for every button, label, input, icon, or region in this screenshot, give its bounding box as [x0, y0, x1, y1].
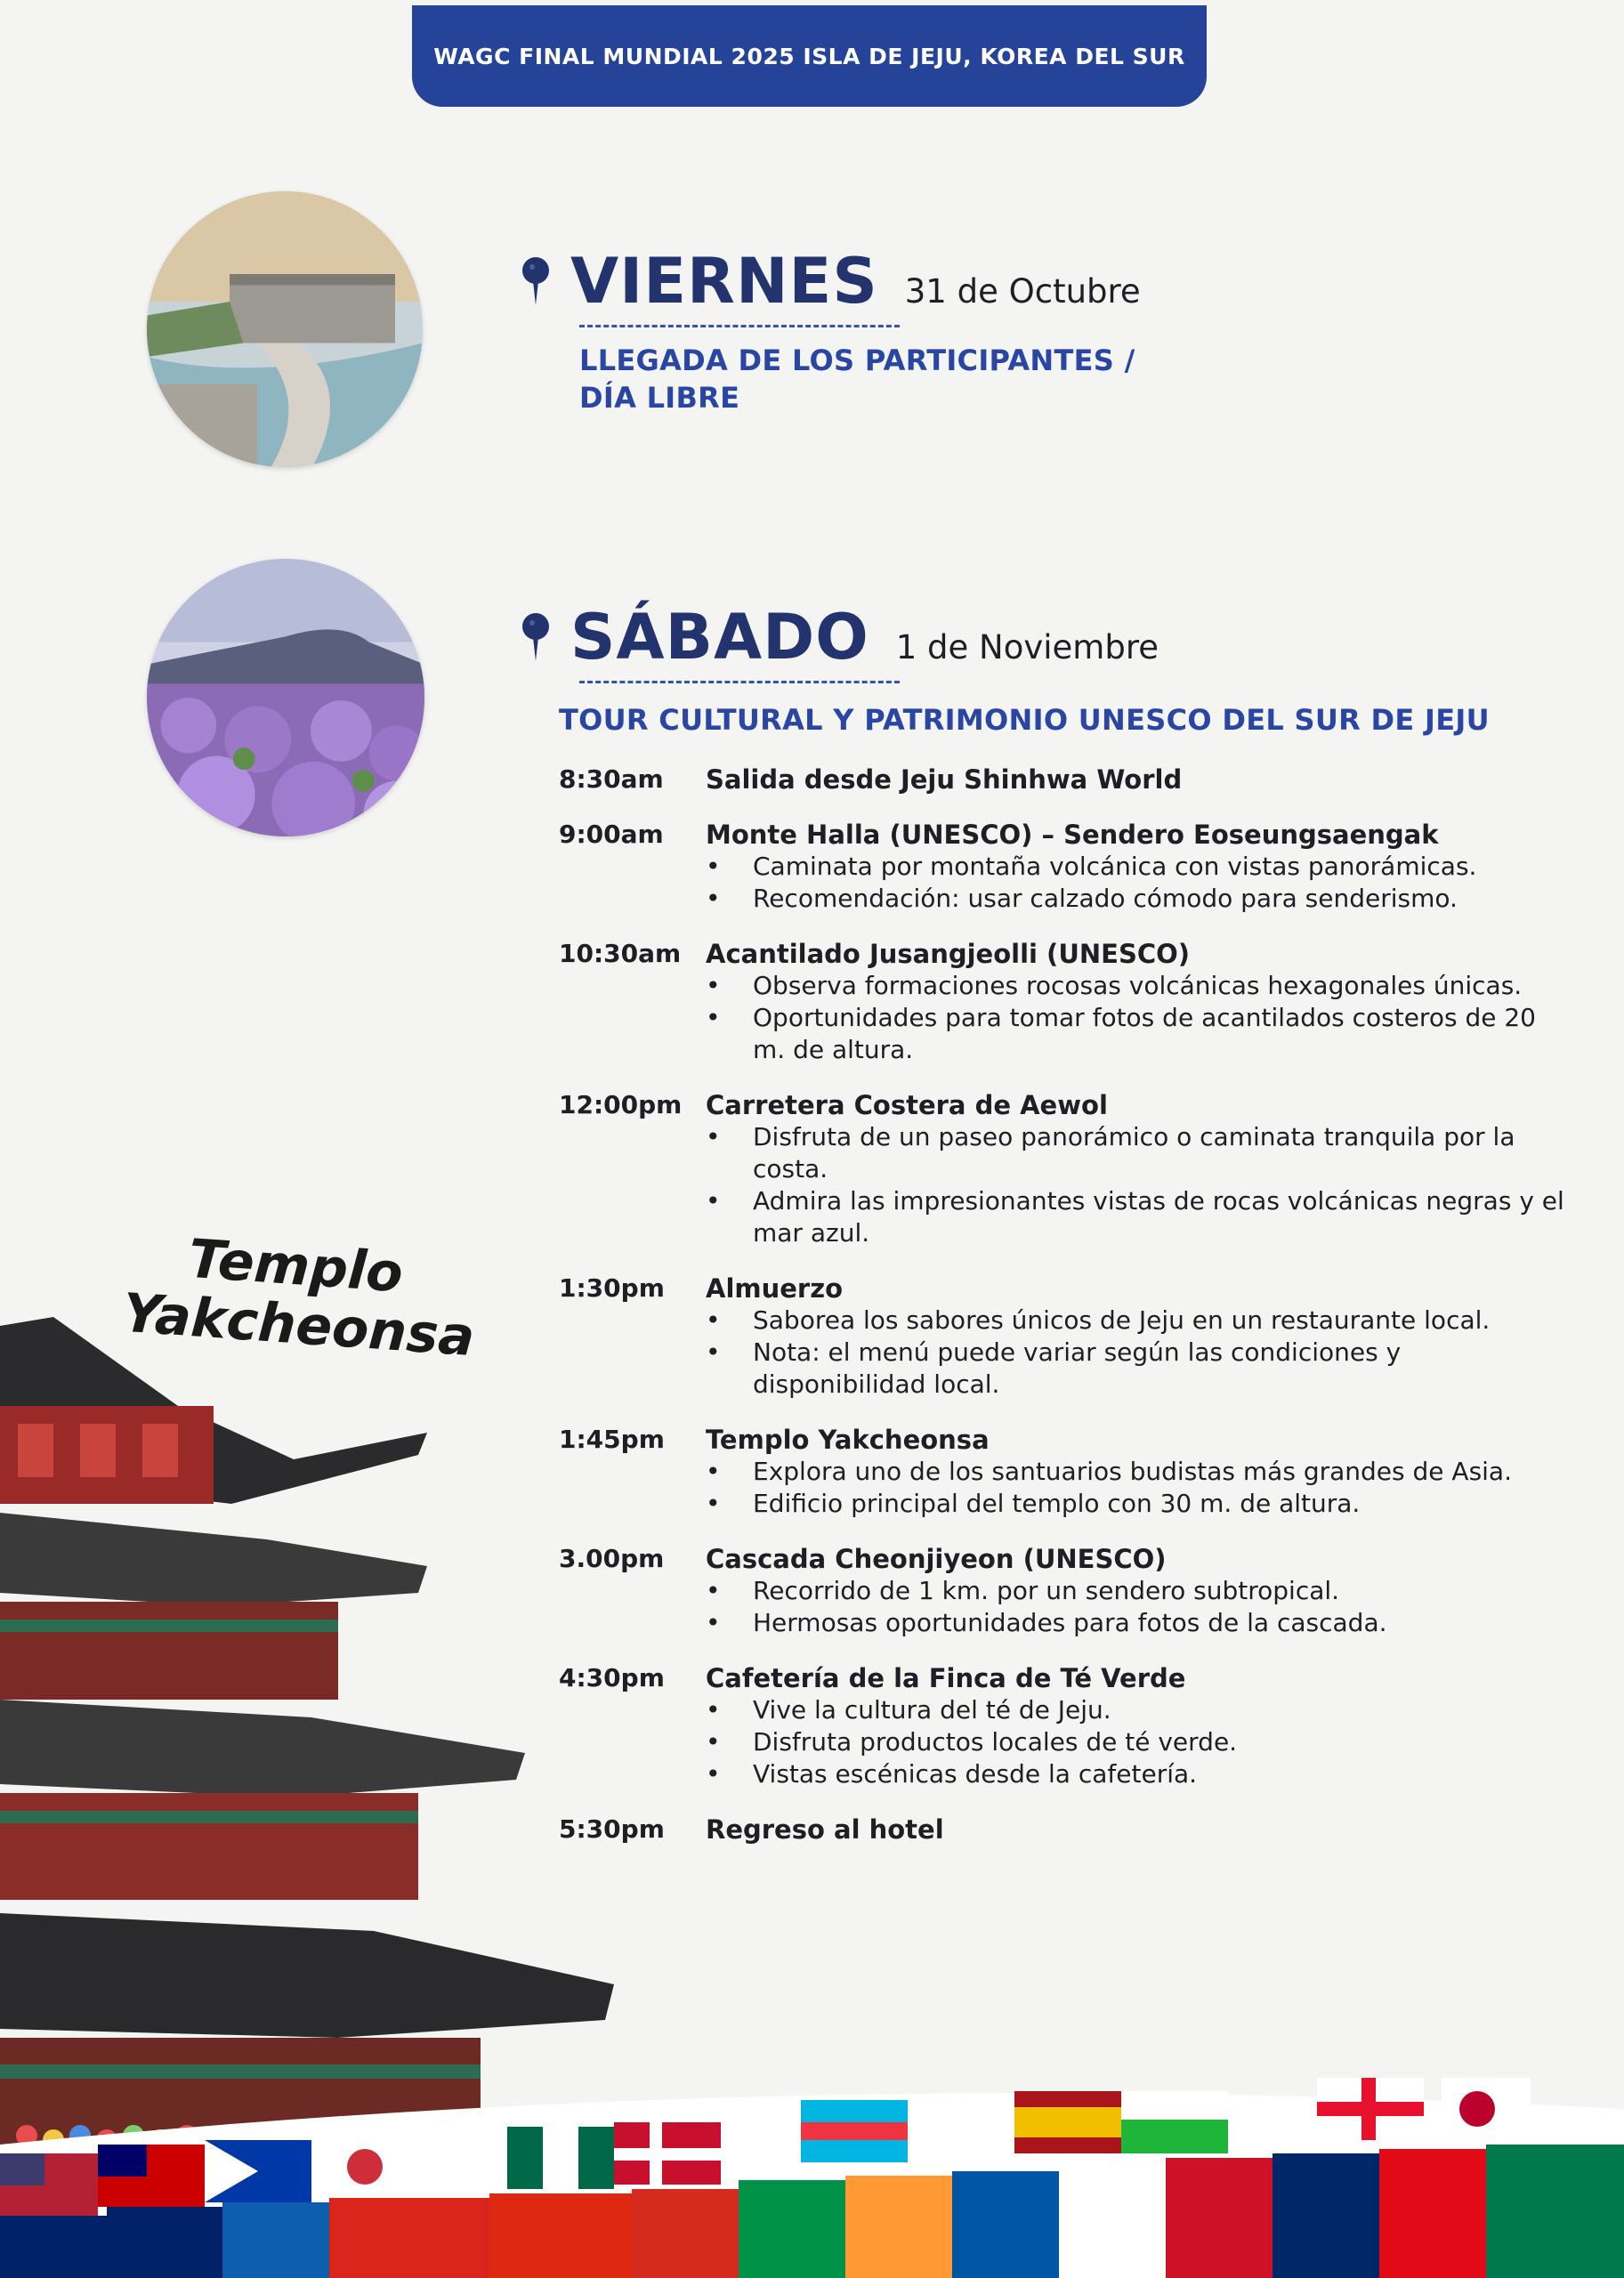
- item-body: [706, 1272, 1573, 1401]
- itinerary-item: [559, 1272, 1573, 1401]
- itinerary-item: [559, 1662, 1573, 1790]
- item-title: Cafetería de la Finca de Té Verde: [706, 1663, 1186, 1693]
- item-time: 3.00pm: [559, 1544, 665, 1573]
- item-title: Regreso al hotel: [706, 1814, 944, 1845]
- bullet-item: • Nota: el menú puede variar según las condiciones y disponibilidad local.: [706, 1337, 1573, 1401]
- itinerary-item: [559, 1814, 1573, 1846]
- bullet-item: • Vive la cultura del té de Jeju.: [706, 1694, 1573, 1726]
- item-body: [706, 1662, 1573, 1790]
- itinerary-item: [559, 763, 1573, 796]
- bullet-item: • Vistas escénicas desde la cafetería.: [706, 1758, 1573, 1790]
- friday-section: [521, 245, 1141, 416]
- item-title: Carretera Costera de Aewol: [706, 1090, 1108, 1120]
- item-body: [706, 1543, 1573, 1639]
- item-time: 1:30pm: [559, 1273, 665, 1303]
- itinerary-item: [559, 1424, 1573, 1520]
- day-subtitle: [579, 342, 1141, 416]
- caption-line: Yakcheonsa: [120, 1281, 477, 1369]
- item-title: Templo Yakcheonsa: [706, 1425, 990, 1455]
- item-time: 8:30am: [559, 764, 664, 794]
- bullet-list: [706, 1456, 1573, 1520]
- bullet-list: [706, 1121, 1573, 1249]
- day-heading: SÁBADO: [570, 601, 869, 674]
- day-heading: VIERNES: [570, 245, 878, 318]
- dashed-divider: [579, 681, 900, 683]
- bullet-item: • Oportunidades para tomar fotos de acantilados costeros de 20 m. de altura.: [706, 1002, 1573, 1066]
- caption-line: Templo: [186, 1227, 406, 1305]
- bullet-item: • Caminata por montaña volcánica con vistas panorámicas.: [706, 851, 1573, 883]
- page-header-title: WAGC FINAL MUNDIAL 2025 ISLA DE JEJU, KOREA DEL SUR: [412, 5, 1207, 107]
- bullet-item: • Hermosas oportunidades para fotos de la cascada.: [706, 1607, 1573, 1639]
- bullet-item: • Edificio principal del templo con 30 m. de altura.: [706, 1488, 1573, 1520]
- item-time: 4:30pm: [559, 1663, 665, 1692]
- item-time: 1:45pm: [559, 1425, 665, 1454]
- item-body: [706, 1089, 1573, 1249]
- itinerary-item: [559, 819, 1573, 915]
- dashed-divider: [579, 325, 900, 327]
- bullet-item: • Explora uno de los santuarios budistas más grandes de Asia.: [706, 1456, 1573, 1488]
- bullet-list: [706, 851, 1573, 915]
- item-title: Cascada Cheonjiyeon (UNESCO): [706, 1544, 1167, 1574]
- bullet-item: • Observa formaciones rocosas volcánicas hexagonales únicas.: [706, 970, 1573, 1002]
- item-time: 9:00am: [559, 820, 664, 849]
- item-time: 5:30pm: [559, 1814, 665, 1844]
- day-date: 1 de Noviembre: [895, 628, 1159, 666]
- item-title: Monte Halla (UNESCO) – Sendero Eoseungsaengak: [706, 820, 1439, 850]
- item-time: 12:00pm: [559, 1090, 683, 1119]
- item-title: Acantilado Jusangjeolli (UNESCO): [706, 939, 1191, 969]
- itinerary-list: [559, 763, 1573, 1869]
- mountain-photo: [147, 559, 424, 836]
- itinerary-item: [559, 1543, 1573, 1639]
- item-title: Salida desde Jeju Shinhwa World: [706, 764, 1183, 795]
- bullet-item: • Disfruta de un paseo panorámico o caminata tranquila por la costa.: [706, 1121, 1573, 1185]
- item-body: [706, 938, 1573, 1066]
- saturday-section: [521, 601, 1159, 683]
- itinerary-item: [559, 938, 1573, 1066]
- map-pin-icon: [521, 612, 551, 662]
- map-pin-icon: [521, 256, 551, 306]
- bullet-list: [706, 1575, 1573, 1639]
- bullet-item: • Recomendación: usar calzado cómodo para senderismo.: [706, 883, 1573, 915]
- day-date: 31 de Octubre: [904, 272, 1141, 311]
- tour-subtitle: TOUR CULTURAL Y PATRIMONIO UNESCO DEL SUR DE JEJU: [559, 703, 1490, 737]
- bullet-item: • Recorrido de 1 km. por un sendero subtropical.: [706, 1575, 1573, 1607]
- bullet-list: [706, 1305, 1573, 1401]
- item-body: [706, 819, 1573, 915]
- bullet-list: [706, 1694, 1573, 1790]
- hotel-photo: [147, 191, 423, 467]
- temple-caption: [120, 1225, 477, 1369]
- item-time: 10:30am: [559, 939, 682, 968]
- bullet-item: • Disfruta productos locales de té verde.: [706, 1726, 1573, 1758]
- subtitle-line: DÍA LIBRE: [579, 381, 740, 415]
- item-title: Almuerzo: [706, 1273, 844, 1304]
- itinerary-item: [559, 1089, 1573, 1249]
- bullet-item: • Saborea los sabores únicos de Jeju en un restaurante local.: [706, 1305, 1573, 1337]
- item-body: [706, 763, 1573, 796]
- item-body: [706, 1424, 1573, 1520]
- subtitle-line: LLEGADA DE LOS PARTICIPANTES /: [579, 343, 1135, 377]
- item-body: [706, 1814, 1573, 1846]
- bullet-list: [706, 970, 1573, 1066]
- bullet-item: • Admira las impresionantes vistas de rocas volcánicas negras y el mar azul.: [706, 1185, 1573, 1249]
- flags-banner: [0, 2073, 1624, 2278]
